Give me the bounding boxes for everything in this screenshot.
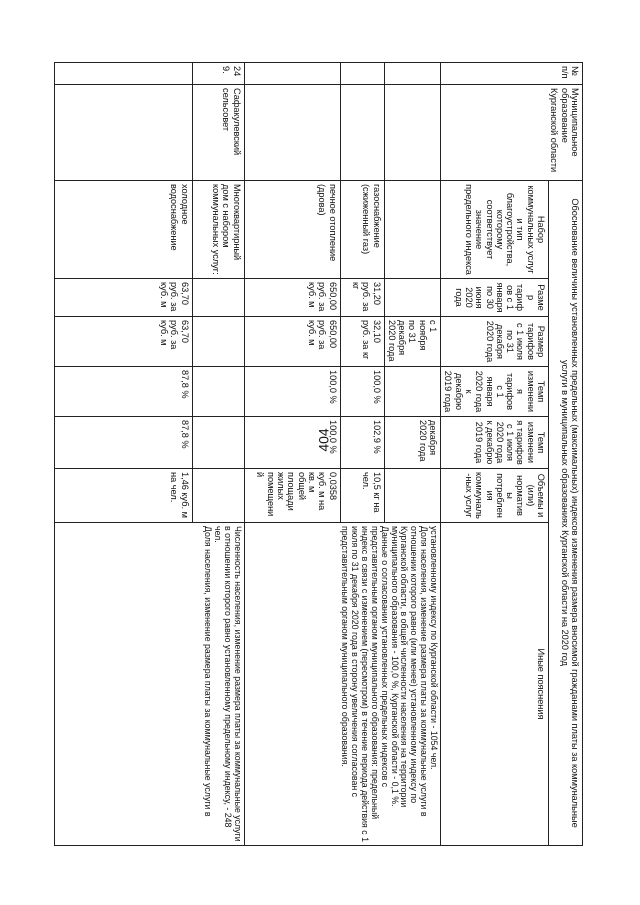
row-services: холодное водоснабжение <box>55 181 193 279</box>
row-tariff-1 <box>192 279 244 317</box>
header-num: № п/п <box>441 63 583 85</box>
row-tariff-2: 32,10 руб. за кг <box>340 317 384 367</box>
row-municipality <box>384 85 440 181</box>
row-num <box>384 63 440 85</box>
header-rate-jul: Темп изменения тарифов с 1 июля 2020 года к декабрю 2019 года <box>441 417 549 469</box>
row-notes: Численность населения, изменение размера платы за коммунальные услуги в отношении которого равно установленному предельному индексу, - 248 чел. Доля населения, изменение размера платы за коммунальные услуги в <box>55 523 245 846</box>
row-tariff-1: 63,70 руб. за куб. м <box>55 279 193 317</box>
row-num <box>55 63 193 85</box>
row-rate-1: 87,8 % <box>55 367 193 417</box>
row-services: печное отопление (дрова) <box>244 181 340 279</box>
row-services <box>384 181 440 279</box>
row-rate-2: 87,8 % <box>55 417 193 469</box>
row-municipality <box>55 85 193 181</box>
row-services: Многоквартирный дом с набором коммунальных услуг: <box>192 181 244 279</box>
row-municipality <box>244 85 340 181</box>
row-rate-1: 100,0 % <box>244 367 340 417</box>
tariff-table <box>54 62 583 846</box>
header-tariff-jan-jun: Размер тарифов с 1 января по 30 июня 2020 года <box>441 279 549 317</box>
rotated-table-wrapper <box>54 62 583 845</box>
row-num <box>244 63 340 85</box>
row-rate-2: декабря 2020 года <box>384 417 440 469</box>
header-volumes: Объемы и (или) нормативы потребления коммуналь-ных услуг <box>441 469 549 523</box>
row-rate-1 <box>192 367 244 417</box>
row-volume: 1,46 куб. м на чел. <box>55 469 193 523</box>
header-rate-jan: Темп изменения тарифов с 1 января 2020 года к декабрю 2019 года <box>441 367 549 417</box>
row-rate-2: 102,9 % <box>340 417 384 469</box>
header-notes: Иные пояснения <box>441 523 549 846</box>
header-services: Набор коммунальных услуг и тип благоустройства, которому соответствует значение предельного индекса <box>441 181 549 279</box>
row-tariff-2 <box>192 317 244 367</box>
row-num: 249. <box>192 63 244 85</box>
row-tariff-2: 650,00 руб. за куб. м <box>244 317 340 367</box>
table-row <box>192 63 244 846</box>
row-rate-1 <box>384 367 440 417</box>
row-num <box>340 63 384 85</box>
row-services: газоснабжение (сжиженный газ) <box>340 181 384 279</box>
row-municipality <box>340 85 384 181</box>
header-municipality: Муниципальное образование Курганской области <box>441 85 583 181</box>
row-volume: 0,0358 куб. м на кв. м общей площади жилых помещений <box>244 469 340 523</box>
row-tariff-1: 650,00 руб. за куб. м <box>244 279 340 317</box>
page-number: 404 <box>315 428 332 452</box>
row-tariff-2: 63,70 руб. за куб. м <box>55 317 193 367</box>
table-row <box>384 63 440 846</box>
header-tariff-jul-dec: Размер тарифов с 1 июля по 31 декабря 2020 года <box>441 317 549 367</box>
row-tariff-1 <box>384 279 440 317</box>
row-municipality: Сафакулевский сельсовет <box>192 85 244 181</box>
row-rate-1: 100,0 % <box>340 367 384 417</box>
row-tariff-2: с 1 ноября по 31 декабря 2020 года <box>384 317 440 367</box>
row-volume <box>384 469 440 523</box>
row-rate-2: 100,0 % <box>244 417 340 469</box>
row-volume: 10,5 кг на чел. <box>340 469 384 523</box>
row-volume <box>192 469 244 523</box>
header-justification: Обоснование величины установленных предельных (максимальных) индексов изменения размера вносимой гражданами платы за коммунальные услуги в муниципальных образованиях Курганской области на 2020 год <box>549 181 583 846</box>
row-rate-2 <box>192 417 244 469</box>
row-notes: установленному индексу по Курганской области - 1054 чел. Доля населения, изменение размера платы за коммунальные услуги в отношении которого равно (или менее) установленному индексу по Курганской области, в общей численности населения на территории муниципального образования - 100,0 %, Курганской области - 0,1 %. Данные о согласовании установленных предельных индексов с представительным органом муниципального образования: предельный индекс в связи с изменением (пересмотром) в течение периода действия с 1 июля по 31 декабря 2020 года в сторону увеличения согласован с представительным органом муниципального образования. <box>244 523 440 846</box>
row-tariff-1: 31,20 руб. за кг <box>340 279 384 317</box>
